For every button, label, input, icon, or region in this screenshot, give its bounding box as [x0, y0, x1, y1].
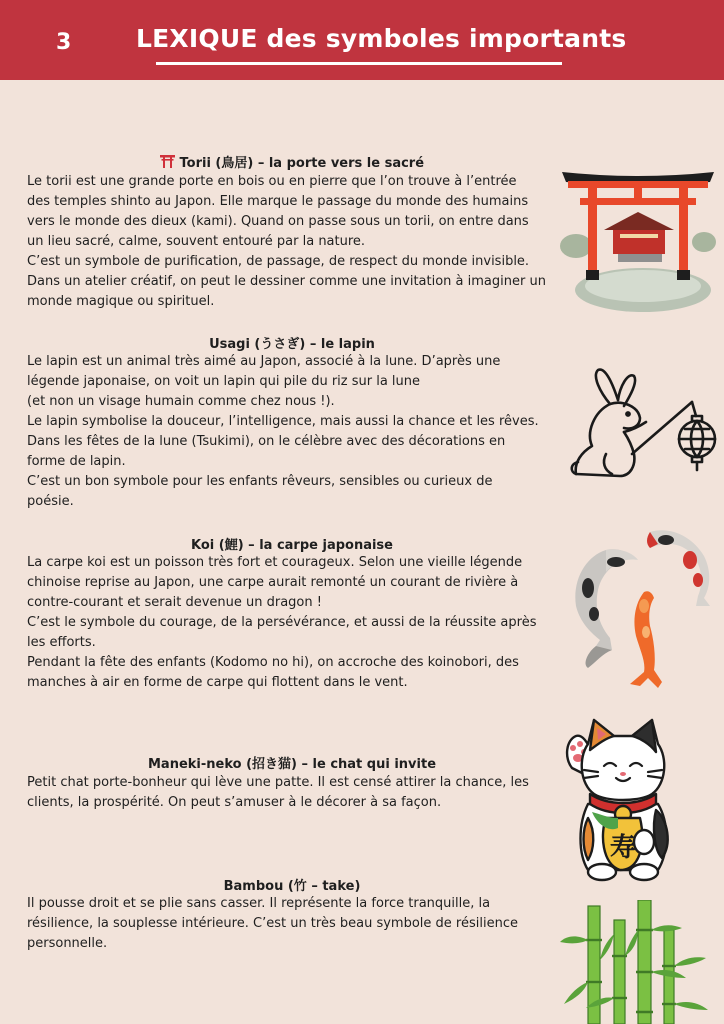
- section-body-usagi: [27, 352, 539, 512]
- section-body-maneki-neko: [27, 773, 529, 813]
- section-body-torii: [27, 172, 546, 312]
- section-title-torii: [27, 152, 557, 171]
- rabbit-lantern-illustration: [566, 366, 718, 486]
- body-line: Dans les fêtes de la lune (Tsukimi), on le célèbre avec des décorations en: [27, 434, 506, 449]
- cat-charm-kanji: 寿: [609, 833, 637, 863]
- section-title-bambou: Bambou (竹 – take): [223, 879, 361, 894]
- body-line: vers le monde des dieux (kami). Quand on passe sous un torii, on entre dans: [27, 214, 529, 229]
- body-line: monde magique ou spirituel.: [27, 294, 215, 309]
- header-banner: [0, 0, 724, 80]
- section-body-koi: [27, 553, 536, 693]
- section-title-usagi: Usagi (うさぎ) – le lapin: [209, 337, 375, 352]
- body-line: forme de lapin.: [27, 454, 126, 469]
- bamboo-illustration: [560, 900, 710, 1024]
- body-line: C’est le symbole du courage, de la persévérance, et aussi de la réussite après: [27, 615, 537, 630]
- body-line: Dans un atelier créatif, on peut le dessiner comme une invitation à imaginer un: [27, 274, 546, 289]
- page-title: LEXIQUE des symboles importants: [136, 24, 627, 53]
- section-title-maneki-neko: Maneki-neko (招き猫) – le chat qui invite: [147, 757, 437, 772]
- body-line: clients, la prospérité. On peut s’amuser à le décorer à sa façon.: [27, 795, 442, 810]
- body-line: (et non un visage humain comme chez nous !).: [27, 394, 335, 409]
- body-line: des temples shinto au Japon. Elle marque le passage du monde des humains: [27, 194, 529, 209]
- body-line: manches à air en forme de carpe qui flottent dans le vent.: [27, 675, 408, 690]
- body-line: La carpe koi est un poisson très fort et courageux. Selon une vieille légende: [27, 555, 523, 570]
- torii-illustration: [558, 168, 718, 316]
- body-line: Pendant la fête des enfants (Kodomo no hi), on accroche des koinobori, des: [27, 655, 519, 670]
- section-title-koi: Koi (鯉) – la carpe japonaise: [191, 538, 393, 553]
- section-title-torii-text: Torii (鳥居) – la porte vers le sacré: [179, 156, 425, 171]
- body-line: poésie.: [27, 494, 74, 509]
- body-line: résilience, la souplesse intérieure. C’est un très beau symbole de résilience: [27, 916, 518, 931]
- title-underline: [156, 62, 562, 65]
- body-line: Petit chat porte-bonheur qui lève une patte. Il est censé attirer la chance, les: [27, 775, 529, 790]
- body-line: Il pousse droit et se plie sans casser. Il représente la force tranquille, la: [27, 896, 491, 911]
- body-line: chinoise reprise au Japon, une carpe aurait remonté un courant de rivière à: [27, 575, 519, 590]
- body-line: un lieu sacré, calme, souvent entouré par la nature.: [27, 234, 366, 249]
- page-number: 3: [56, 30, 72, 55]
- body-line: Le lapin symbolise la douceur, l’intelligence, mais aussi la chance et les rêves.: [27, 414, 539, 429]
- koi-fish-illustration: [566, 522, 716, 692]
- maneki-neko-illustration: [558, 714, 688, 886]
- body-line: les efforts.: [27, 635, 96, 650]
- section-body-bambou: [27, 894, 518, 954]
- torii-gate-icon: [160, 155, 175, 168]
- body-line: personnelle.: [27, 936, 108, 951]
- body-line: légende japonaise, on voit un lapin qui pile du riz sur la lune: [27, 374, 421, 389]
- body-line: C’est un bon symbole pour les enfants rêveurs, sensibles ou curieux de: [27, 474, 493, 489]
- body-line: Le torii est une grande porte en bois ou en pierre que l’on trouve à l’entrée: [27, 174, 517, 189]
- body-line: Le lapin est un animal très aimé au Japon, associé à la lune. D’après une: [27, 354, 501, 369]
- body-line: C’est un symbole de purification, de passage, de respect du monde invisible.: [27, 254, 530, 269]
- body-line: contre-courant et serait devenue un dragon !: [27, 595, 322, 610]
